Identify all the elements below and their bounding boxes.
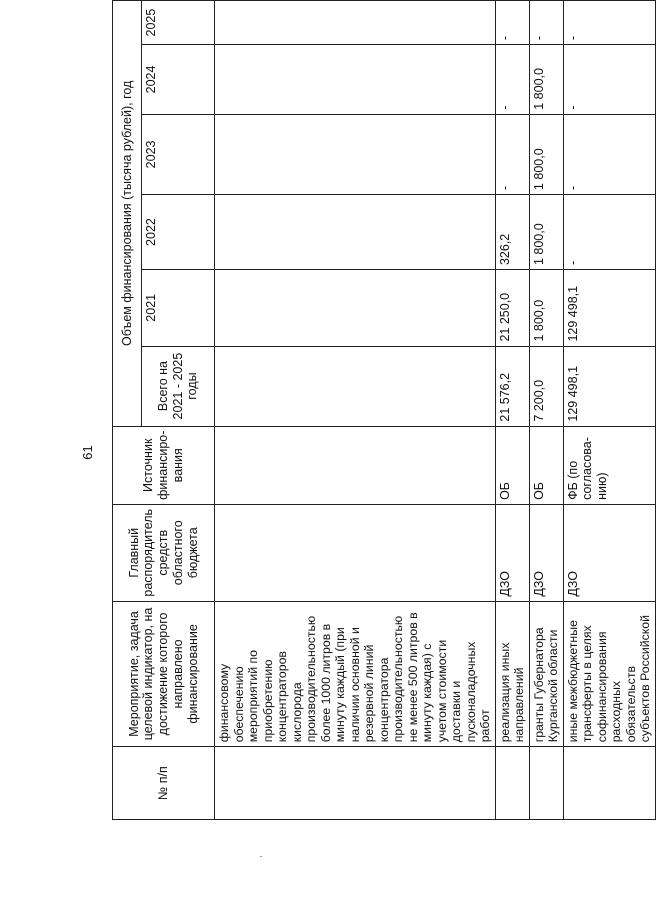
financing-table bbox=[112, 0, 656, 820]
header-row-1 bbox=[113, 1, 142, 820]
header-2022: 2022 bbox=[142, 195, 215, 270]
cell-2022: - bbox=[563, 195, 655, 270]
cell-2021: 1 800,0 bbox=[529, 270, 563, 347]
cell-2024 bbox=[215, 45, 496, 115]
header-volume: Объем финансирования (тысяча рублей), год bbox=[113, 1, 142, 427]
header-total: Всего на 2021 - 2025 годы bbox=[142, 346, 215, 426]
header-2024: 2024 bbox=[142, 45, 215, 115]
cell-2025: - bbox=[563, 1, 655, 45]
cell-2025 bbox=[215, 1, 496, 45]
cell-2025: - bbox=[495, 1, 529, 45]
cell-distributor bbox=[215, 504, 496, 601]
cell-num bbox=[563, 747, 655, 820]
cell-source bbox=[215, 426, 496, 504]
scan-speck bbox=[260, 856, 262, 857]
cell-2023: - bbox=[563, 114, 655, 194]
cell-2022: 326,2 bbox=[495, 195, 529, 270]
header-num: № п/п bbox=[113, 747, 215, 820]
cell-measure: реализация иных направлений bbox=[495, 601, 529, 747]
cell-num bbox=[495, 747, 529, 820]
cell-2021: 21 250,0 bbox=[495, 270, 529, 347]
cell-2021: 129 498,1 bbox=[563, 270, 655, 347]
cell-2025: - bbox=[529, 1, 563, 45]
cell-2023: 1 800,0 bbox=[529, 114, 563, 194]
header-2023: 2023 bbox=[142, 114, 215, 194]
header-2021: 2021 bbox=[142, 270, 215, 347]
cell-measure: финансовому обеспечению мероприятий по приобретению концентраторов кислорода производительностью более 1000 литров в минуту каждый (при наличии основной и резервной линий концентратора производительностью не менее 500 литров в минуту каждая) с учетом стоимости доставки и пусконаладочных работ bbox=[215, 601, 496, 747]
cell-distributor: ДЗО bbox=[529, 504, 563, 601]
cell-total: 129 498,1 bbox=[563, 346, 655, 426]
cell-num bbox=[215, 747, 496, 820]
cell-total: 7 200,0 bbox=[529, 346, 563, 426]
table-row bbox=[215, 1, 496, 820]
cell-distributor: ДЗО bbox=[495, 504, 529, 601]
cell-2024: - bbox=[495, 45, 529, 115]
cell-measure: гранты Губернатора Курганской области bbox=[529, 601, 563, 747]
header-source: Источник финансиро-вания bbox=[113, 426, 215, 504]
cell-2024: 1 800,0 bbox=[529, 45, 563, 115]
table-row bbox=[563, 1, 655, 820]
table-row bbox=[529, 1, 563, 820]
cell-2022: 1 800,0 bbox=[529, 195, 563, 270]
cell-source: ФБ (по согласова-нию) bbox=[563, 426, 655, 504]
header-distributor: Главный распорядитель средств областного бюджета bbox=[113, 504, 215, 601]
table-row bbox=[495, 1, 529, 820]
cell-total bbox=[215, 346, 496, 426]
cell-2023 bbox=[215, 114, 496, 194]
page-number: 61 bbox=[80, 445, 95, 460]
cell-total: 21 576,2 bbox=[495, 346, 529, 426]
cell-source: ОБ bbox=[529, 426, 563, 504]
cell-2021 bbox=[215, 270, 496, 347]
header-2025: 2025 bbox=[142, 1, 215, 45]
cell-num bbox=[529, 747, 563, 820]
cell-2023: - bbox=[495, 114, 529, 194]
cell-2024: - bbox=[563, 45, 655, 115]
header-measure: Мероприятие, задача целевой индикатор, на достижение которого направлено финансирование bbox=[113, 601, 215, 747]
cell-source: ОБ bbox=[495, 426, 529, 504]
cell-measure: иные межбюджетные трансферты в целях софинансирования расходных обязательств субъектов Российской bbox=[563, 601, 655, 747]
cell-distributor: ДЗО bbox=[563, 504, 655, 601]
cell-2022 bbox=[215, 195, 496, 270]
